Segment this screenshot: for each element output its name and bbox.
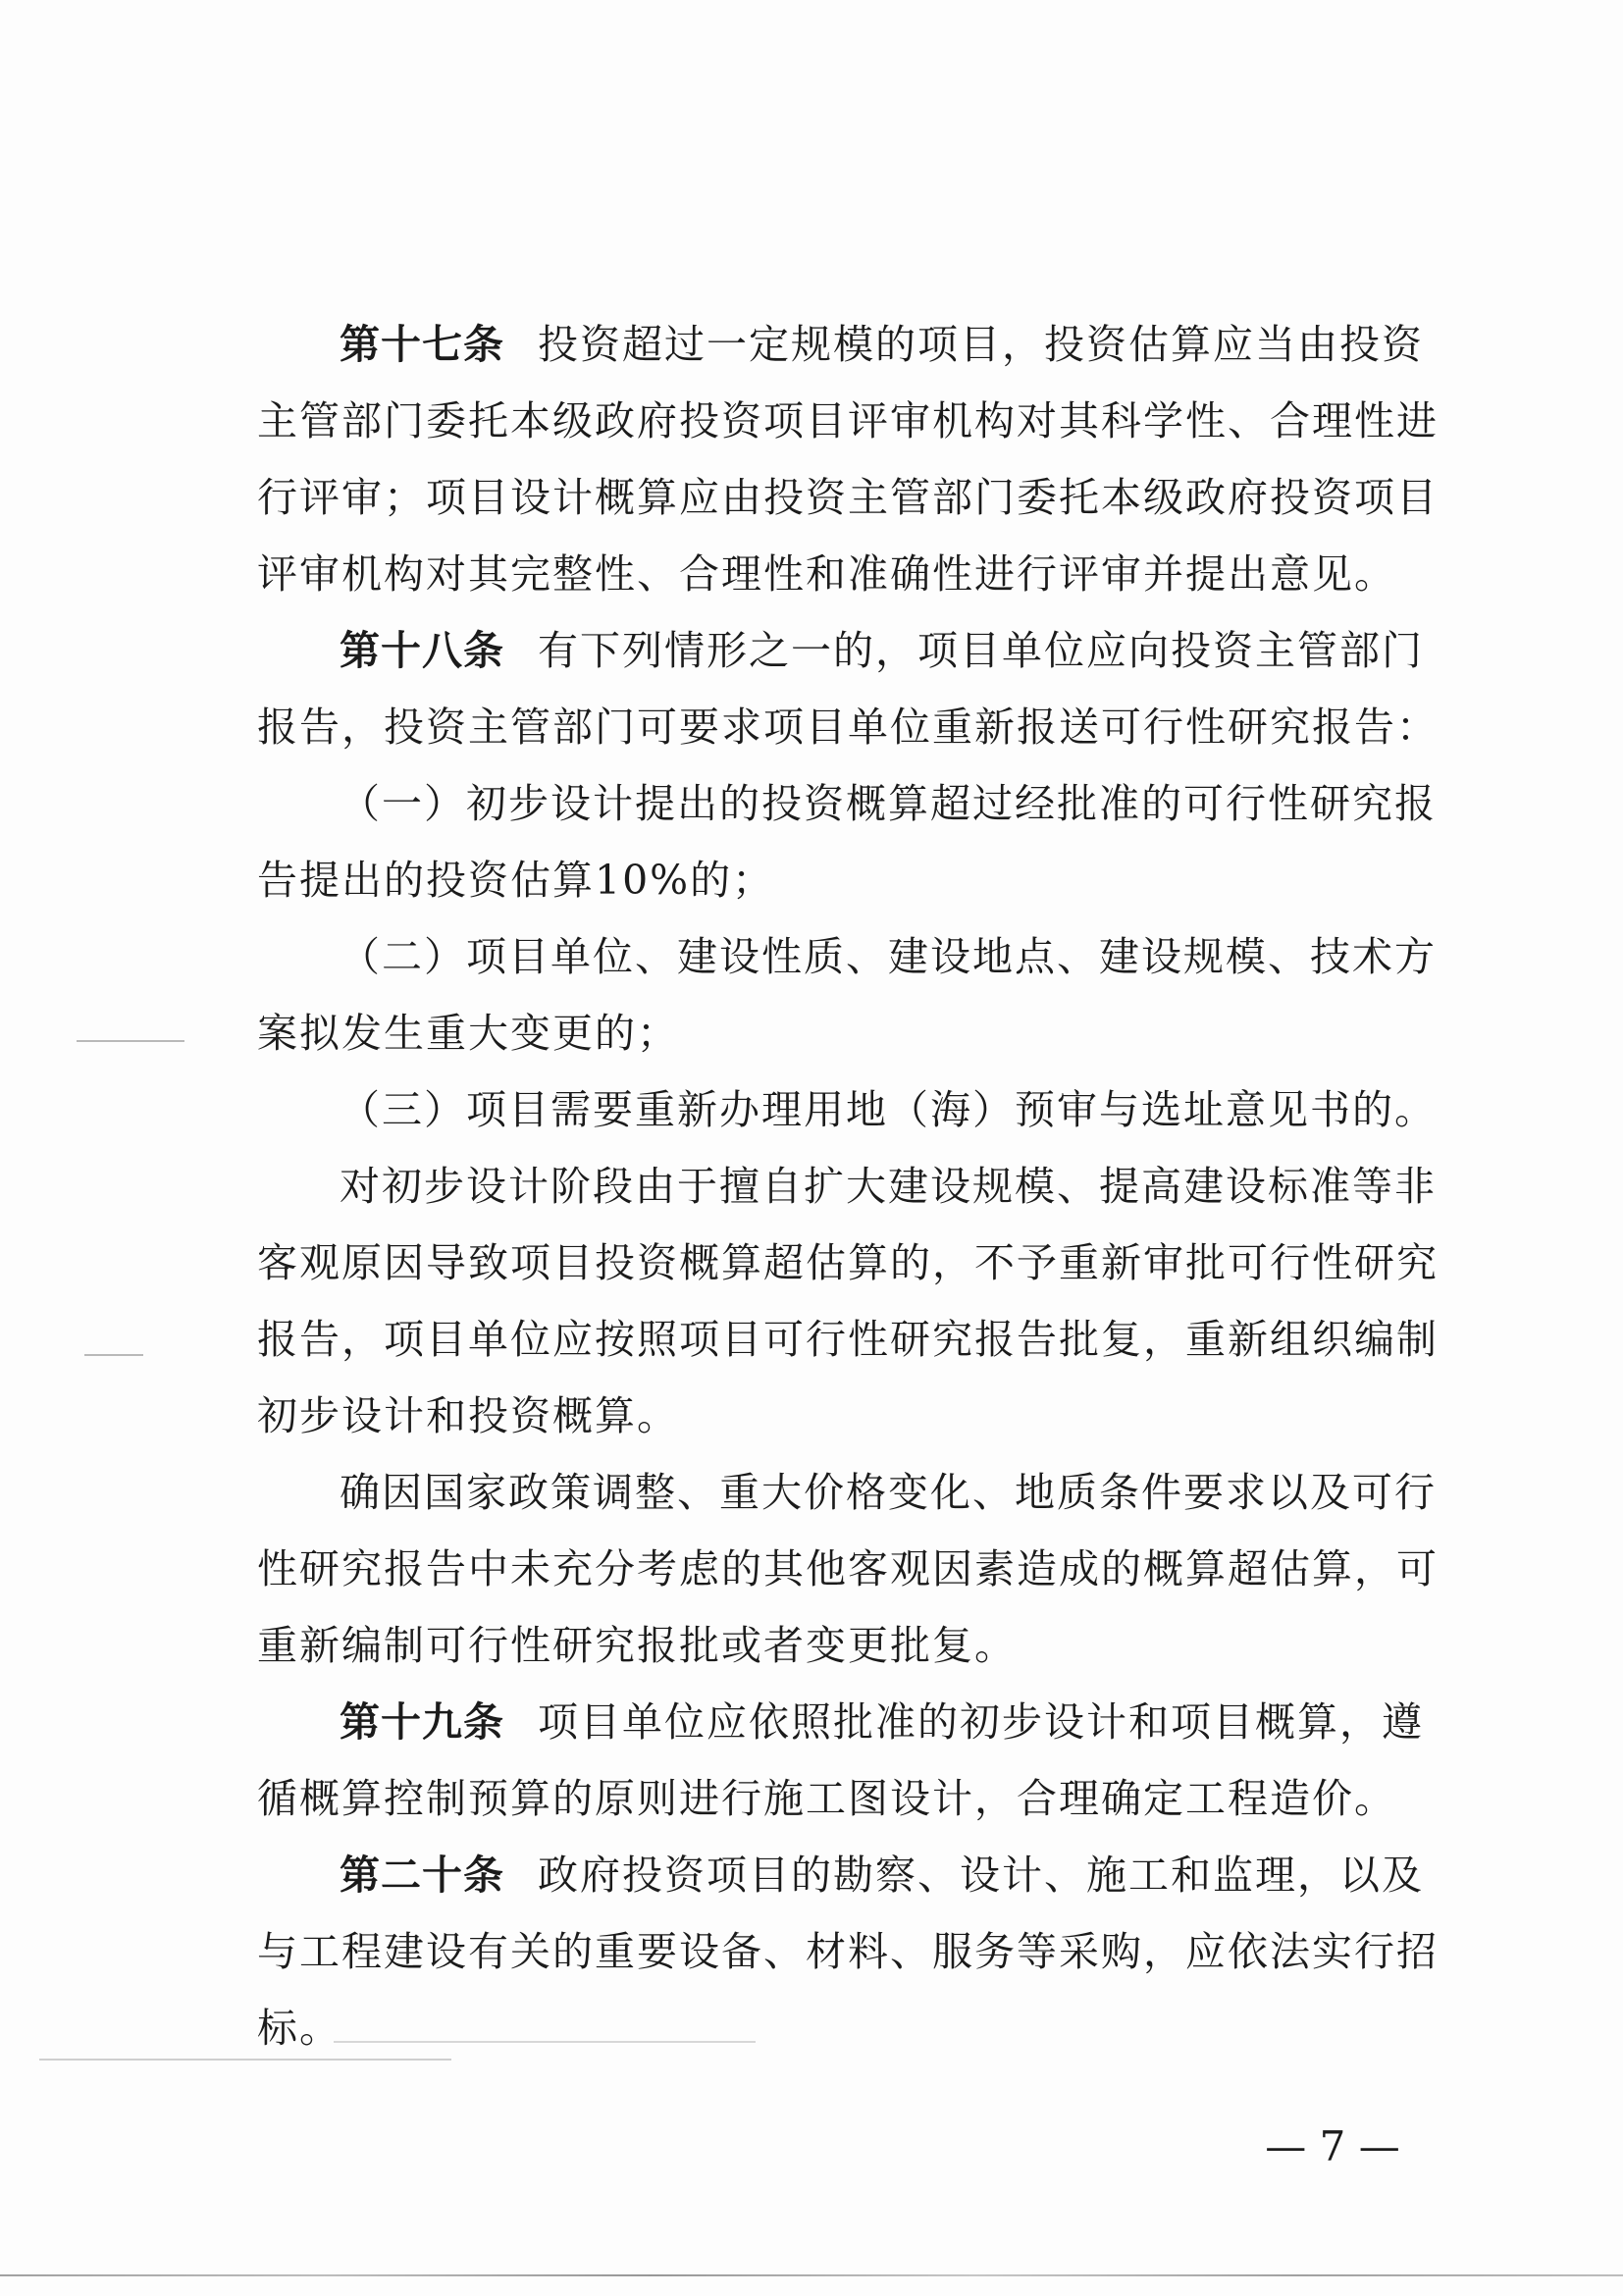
- article-17-line-1: [340, 306, 1424, 383]
- line-text: 项目单位应依照批准的初步设计和项目概算，遵: [538, 1698, 1424, 1746]
- line-text: 确因国家政策调整、重大价格变化、地质条件要求以及可行: [340, 1469, 1437, 1516]
- scan-speck: [84, 1354, 143, 1356]
- line-text: 投资超过一定规模的项目，投资估算应当由投资: [538, 321, 1424, 368]
- scan-speck: [39, 2059, 451, 2061]
- scan-speck: [77, 1040, 184, 1042]
- line-text: 评审机构对其完整性、合理性和准确性进行评审并提出意见。: [257, 550, 1396, 598]
- line-text: 报告，投资主管部门可要求项目单位重新报送可行性研究报告：: [257, 704, 1439, 751]
- line-text: 性研究报告中未充分考虑的其他客观因素造成的概算超估算，可: [257, 1545, 1439, 1592]
- line-text: （三）项目需要重新办理用地（海）预审与选址意见书的。: [340, 1086, 1437, 1133]
- page-number: — 7 —: [1265, 2122, 1400, 2170]
- line-text: 行评审；项目设计概算应由投资主管部门委托本级政府投资项目: [257, 474, 1439, 521]
- line-text: （一）初步设计提出的投资概算超过经批准的可行性研究报: [340, 780, 1437, 827]
- line-text: （二）项目单位、建设性质、建设地点、建设规模、技术方: [340, 933, 1437, 980]
- item-1-line-1: [340, 765, 1437, 842]
- line-text: 与工程建设有关的重要设备、材料、服务等采购，应依法实行招: [257, 1928, 1439, 1975]
- item-2-line-1: [340, 918, 1437, 995]
- line-text: 告提出的投资估算10%的；: [257, 857, 775, 904]
- paragraph-line: [340, 1148, 1437, 1225]
- article-18-line-1: [340, 612, 1424, 689]
- article-19-heading: 第十九条: [340, 1698, 504, 1746]
- line-text: 政府投资项目的勘察、设计、施工和监理，以及: [538, 1852, 1424, 1899]
- article-18-line-2: [257, 689, 1439, 765]
- paragraph-line: [257, 1301, 1439, 1378]
- line-text: 主管部门委托本级政府投资项目评审机构对其科学性、合理性进: [257, 397, 1439, 444]
- line-text: 对初步设计阶段由于擅自扩大建设规模、提高建设标准等非: [340, 1163, 1437, 1210]
- paragraph-line: [257, 1607, 1017, 1684]
- line-text: 报告，项目单位应按照项目可行性研究报告批复，重新组织编制: [257, 1316, 1439, 1363]
- article-17-heading: 第十七条: [340, 321, 504, 368]
- article-17-line-3: [257, 459, 1439, 536]
- paragraph-line: [257, 1225, 1439, 1301]
- paragraph-line: [257, 1531, 1439, 1607]
- scan-speck: [334, 2041, 756, 2043]
- line-text: 初步设计和投资概算。: [257, 1392, 679, 1439]
- line-text: 标。: [257, 2005, 341, 2052]
- article-19-line-2: [257, 1760, 1396, 1837]
- article-17-line-4: [257, 536, 1396, 612]
- item-3-line-1: [340, 1071, 1437, 1148]
- line-text: 重新编制可行性研究报批或者变更批复。: [257, 1622, 1017, 1669]
- line-text: 客观原因导致项目投资概算超估算的，不予重新审批可行性研究: [257, 1239, 1439, 1286]
- article-20-heading: 第二十条: [340, 1852, 504, 1899]
- scan-edge: [0, 2274, 1623, 2276]
- article-18-heading: 第十八条: [340, 627, 504, 674]
- article-20-line-1: [340, 1837, 1424, 1913]
- article-19-line-1: [340, 1684, 1424, 1760]
- item-1-line-2: [257, 842, 774, 918]
- line-text: 循概算控制预算的原则进行施工图设计，合理确定工程造价。: [257, 1775, 1396, 1822]
- line-text: 案拟发生重大变更的；: [257, 1010, 679, 1057]
- paragraph-line: [257, 1378, 679, 1454]
- article-17-line-2: [257, 383, 1439, 459]
- line-text: 有下列情形之一的，项目单位应向投资主管部门: [538, 627, 1424, 674]
- paragraph-line: [340, 1454, 1437, 1531]
- article-20-line-2: [257, 1913, 1439, 1990]
- item-2-line-2: [257, 995, 679, 1071]
- article-20-line-3: [257, 1990, 341, 2066]
